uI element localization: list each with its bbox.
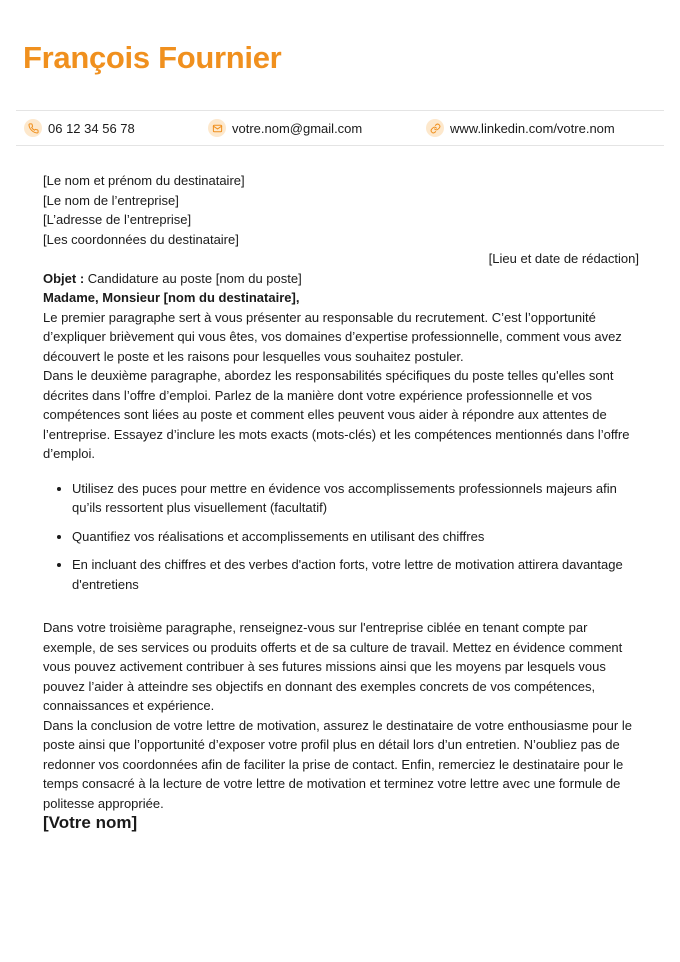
contact-linkedin-text: www.linkedin.com/votre.nom bbox=[450, 120, 615, 136]
paragraph-4: Dans la conclusion de votre lettre de motivation, assurez le destinataire de votre enthousiasme pour le poste ainsi que l’opportunité d’exposer votre profil plus en détail lors d’un entretien. N’oubliez pas de redonner vos coordonnées afin de faciliter la prise de contact. Enfin, remerciez le destinataire pour le temps consacré à la lecture de votre lettre de motivation et terminez votre lettre avec une formule de politesse appropriée. bbox=[43, 717, 632, 811]
signature: [Votre nom] bbox=[43, 813, 138, 832]
paragraph-1: Le premier paragraphe sert à vous présenter au responsable du recrutement. C’est l’opportunité d’expliquer brièvement qui vous êtes, vos domaines d’expertise professionnelle, comment vous avez découvert le poste et les raisons pour lesquelles vous souhaitez postuler. bbox=[43, 309, 622, 364]
recipient-block bbox=[43, 171, 639, 249]
recipient-contact: [Les coordonnées du destinataire] bbox=[43, 231, 239, 247]
link-icon bbox=[426, 119, 444, 137]
object-line bbox=[43, 269, 639, 289]
place-date: [Lieu et date de rédaction] bbox=[488, 251, 639, 266]
header-name: François Fournier bbox=[23, 40, 282, 75]
letter-body bbox=[43, 171, 639, 833]
object-label: Objet : bbox=[43, 270, 85, 286]
greeting: Madame, Monsieur [nom du destinataire], bbox=[43, 290, 300, 305]
contact-phone bbox=[24, 119, 135, 137]
paragraph-2: Dans le deuxième paragraphe, abordez les responsabilités spécifiques du poste telles qu'elles sont décrites dans l’offre d’emploi. Parlez de la manière dont votre expérience professionnelle et vos compétences sont liées au poste et comment elles peuvent vous aider à répondre aux attentes de l’entreprise. Essayez d’inclure les mots exacts (mots-clés) et les compétences mentionnés dans l’offre d’emploi. bbox=[43, 368, 630, 461]
bullet-list bbox=[43, 479, 639, 595]
mail-icon bbox=[208, 119, 226, 137]
list-item: • En incluant des chiffres et des verbes d'action forts, votre lettre de motivation attirera davantage d'entretiens bbox=[72, 555, 639, 594]
list-item: • Utilisez des puces pour mettre en évidence vos accomplissements professionnels majeurs afin qu’ils ressortent plus visuellement (facultatif) bbox=[72, 479, 639, 518]
contact-email bbox=[208, 119, 362, 137]
list-item: • Quantifiez vos réalisations et accomplissements en utilisant des chiffres bbox=[72, 527, 639, 547]
contact-email-text: votre.nom@gmail.com bbox=[232, 120, 363, 136]
paragraph-3: Dans votre troisième paragraphe, renseignez-vous sur l'entreprise ciblée en tenant compte par exemple, de ses services ou produits offerts et de sa culture de travail. Mettez en évidence comment vous pouvez activement contribuer à ses futures missions ainsi que les moyens par lesquels vous pouvez l’aider à atteindre ses objectifs en donnant des exemples concrets de vos compétences, connaissances et expérience. bbox=[43, 620, 623, 713]
recipient-company: [Le nom de l’entreprise] bbox=[43, 192, 179, 208]
contact-bar bbox=[16, 110, 664, 146]
recipient-name: [Le nom et prénom du destinataire] bbox=[43, 173, 245, 188]
phone-icon bbox=[24, 119, 42, 137]
contact-phone-text: 06 12 34 56 78 bbox=[48, 120, 135, 136]
contact-linkedin bbox=[426, 119, 615, 137]
object-text: Candidature au poste [nom du poste] bbox=[84, 270, 302, 286]
recipient-address: [L’adresse de l’entreprise] bbox=[43, 212, 192, 227]
